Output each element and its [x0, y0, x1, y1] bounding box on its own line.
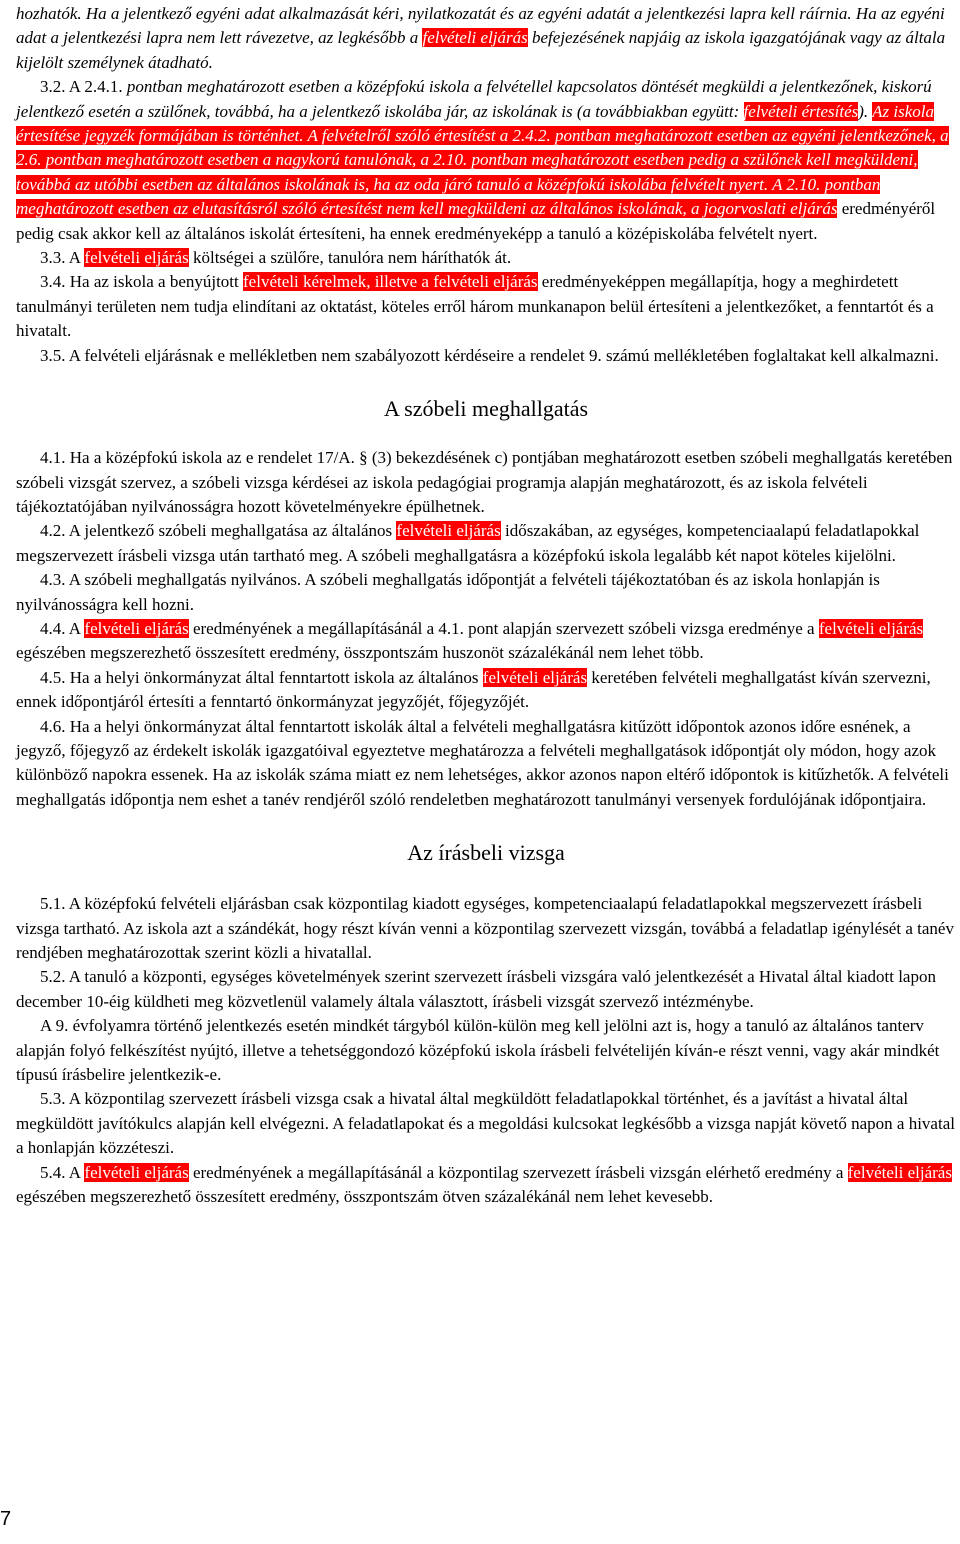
text-segment: egészében megszerezhető összesített eredmény, összpontszám huszonöt százalékánál nem lehet több. — [16, 643, 704, 663]
highlighted-term: felvételi eljárás — [818, 618, 924, 638]
highlighted-term: felvételi eljárás — [84, 618, 189, 638]
paragraph-5-3: 5.3. A központilag szervezett írásbeli vizsga csak a hivatal által megküldött feladatlapokkal történhet, és a javítást a hivatal által megküldött javítókulcs alapján kell elvégezni. A feladatlapokat és a megoldási kulcsokat legkésőbb a vizsga napját követő napon a hivatal a honlapján közzéteszi. — [16, 1089, 955, 1158]
paragraph-4-1: 4.1. Ha a középfokú iskola az e rendelet 17/A. § (3) bekezdésének c) pontjában meghatározott esetben szóbeli meghallgatás keretében szóbeli vizsgát szervez, a szóbeli vizsga kérdései az iskola pedagógiai programja alapján meghatározott, és az iskola felvételi tájékoztatójában nyilvánosságra hozott követelményekre épülhetnek. — [16, 448, 953, 516]
text-segment: eredményéről pedig csak akkor kell az általános iskolát értesíteni, ha ennek eredményeképp a tanuló a középiskolába felvételt nyert. — [16, 199, 936, 243]
highlighted-term: felvételi értesítés — [743, 101, 859, 121]
paragraph-number: 3.2. A 2.4.1. — [40, 77, 123, 97]
document-page — [16, 2, 956, 1209]
paragraph-3-1-tail — [16, 2, 956, 75]
text-segment: keretében felvételi meghallgatást kíván szervezni, ennek időpontjáról értesíti a fenntartó önkormányzat jegyzőjét, főjegyzőjét. — [16, 667, 931, 712]
highlighted-term: felvételi eljárás — [84, 1162, 189, 1182]
text-segment: ). — [858, 101, 873, 121]
text-segment: 5.4. A — [40, 1162, 85, 1182]
highlighted-term: felvételi eljárás — [396, 521, 501, 541]
highlighted-term: felvételi eljárás — [84, 248, 189, 268]
paragraph-5-2: 5.2. A tanuló a központi, egységes követelmények szerint szervezett írásbeli vizsgára való jelentkezését a Hivatal által kiadott lapon december 10-éig küldheti meg közvetlenül valamely általa választott, írásbeli vizsgát szervező intézménybe. — [16, 967, 936, 1011]
text-segment: hozhatók. Ha a jelentkező egyéni adat alkalmazását kéri, nyilatkozatát és az egyéni adatát a jelentkezési lapra kell ráírnia. Ha az egyéni adat a jelentkezési lapra nem lett rávezetve, az legkésőbb a — [16, 4, 945, 48]
text-segment: 4.2. A jelentkező szóbeli meghallgatása az általános — [40, 521, 397, 541]
text-segment: 4.4. A — [40, 618, 85, 638]
paragraph-4-4 — [16, 617, 956, 666]
highlighted-passage: Az iskola értesítése jegyzék formájában is történhet. A felvételről szóló értesítést a 2.4.2. pontban meghatározott esetben az egyéni jelentkezőnek, a 2.6. pontban meghatározott esetben a nagykorú tanulónak, a 2.10. pontban meghatározott esetben pedig a szülőnek kell megküldeni, továbbá az utóbbi esetben az általános iskolának is, ha az oda járó tanuló a középfokú iskolába felvételt nyert. A 2.10. pontban meghatározott esetben az elutasításról szóló értesítést nem kell megküldeni az általános iskolának, a jogorvoslati eljárás — [16, 101, 949, 219]
paragraph-3-5: 3.5. A felvételi eljárásnak e mellékletben nem szabályozott kérdéseire a rendelet 9. számú mellékletében foglaltakat kell alkalmazni. — [40, 345, 939, 365]
paragraph-3-2 — [16, 75, 956, 246]
section-heading-oral-hearing: A szóbeli meghallgatás — [383, 396, 589, 422]
text-segment: 3.3. A — [40, 248, 85, 268]
text-segment: 4.5. Ha a helyi önkormányzat által fenntartott iskola az általános — [40, 667, 483, 687]
paragraph-4-2 — [16, 519, 956, 568]
text-segment: időszakában, az egységes, kompetenciaalapú feladatlapokkal megszervezett írásbeli vizsga után tartható meg. A szóbeli meghallgatásra a középfokú iskola legalább két napot köteles kijelölni. — [16, 521, 920, 565]
text-segment: pontban meghatározott esetben a középfokú iskola a felvétellel kapcsolatos döntését megküldi a jelentkezőnek, kiskorú jelentkező esetén a szülőnek, továbbá, ha a jelentkező iskolába jár, az iskolának is (a továbbiakban együtt: — [16, 77, 932, 121]
highlighted-term: felvételi kérelmek, illetve a felvételi eljárás — [243, 272, 538, 292]
text-segment: eredményének a megállapításánál a központilag szervezett írásbeli vizsgán elérhető eredmény a — [188, 1162, 848, 1182]
paragraph-4-6: 4.6. Ha a helyi önkormányzat által fenntartott iskolák által a felvételi meghallgatásra kitűzött időpontok azonos időre esnének, a jegyző, főjegyző az érdekelt iskolák igazgatóival egyeztetve meghatározza a felvételi meghallgatások időpontját oly módon, hogy azok különböző napokra essenek. Ha az iskolák száma miatt ez nem lehetséges, akkor azonos napon eltérő időpontok is kitűzhetők. A felvételi meghallgatás időpontja nem eshet a tanév rendjéről szóló rendeletben meghatározott tanulmányi versenyek fordulójának időpontjaira. — [16, 716, 949, 809]
page-number: 7 — [0, 1508, 12, 1530]
highlighted-term: felvételi eljárás — [482, 667, 588, 687]
section-heading-written-exam: Az írásbeli vizsga — [407, 840, 565, 866]
paragraph-4-3: 4.3. A szóbeli meghallgatás nyilvános. A szóbeli meghallgatás időpontját a felvételi tájékoztatóban és az iskola honlapján is nyilvánosságra kell hozni. — [16, 570, 880, 614]
text-segment: befejezésének napjáig az iskola igazgatójának vagy az általa kijelölt személynek átadható. — [16, 28, 946, 72]
paragraph-5-2b: A 9. évfolyamra történő jelentkezés esetén mindkét tárgyból külön-külön meg kell jelölni azt is, hogy a tanuló az általános tanterv alapján folyó felkészítést nyújtó, illetve a tehetséggondozó középfokú iskola írásbeli felvételijén kíván-e részt venni, vagy akár mindkét típusú írásbelire jelentkezik-e. — [16, 1016, 940, 1085]
paragraph-5-1: 5.1. A középfokú felvételi eljárásban csak központilag kiadott egységes, kompetenciaalapú feladatlapokkal megszervezett írásbeli vizsga tartható. Az iskola azt a szándékát, hogy részt kíván venni a központilag szervezett vizsgán, továbbá a feladatlap igénylését a tanév rendjében meghatározottak szerint közli a hivatallal. — [16, 894, 954, 962]
highlighted-term: felvételi eljárás — [422, 28, 528, 48]
text-segment: 3.4. Ha az iskola a benyújtott — [40, 272, 244, 292]
paragraph-3-4 — [16, 270, 956, 343]
paragraph-5-4 — [16, 1161, 956, 1210]
text-segment: egészében megszerezhető összesített eredmény, összpontszám ötven százalékánál nem lehet kevesebb. — [16, 1187, 714, 1207]
text-segment: költségei a szülőre, tanulóra nem háríthatók át. — [188, 248, 512, 268]
highlighted-term: felvételi eljárás — [847, 1162, 952, 1182]
paragraph-4-5 — [16, 666, 956, 715]
paragraph-3-3 — [16, 246, 956, 270]
text-segment: eredményének a megállapításánál a 4.1. pont alapján szervezett szóbeli vizsga eredménye a — [188, 618, 819, 638]
text-segment: eredményeképpen megállapítja, hogy a meghirdetett tanulmányi területen nem tudja elindítani az oktatást, köteles erről három munkanapon belül értesíteni a jelentkezőket, a fenntartót és a hivatalt. — [16, 272, 934, 341]
